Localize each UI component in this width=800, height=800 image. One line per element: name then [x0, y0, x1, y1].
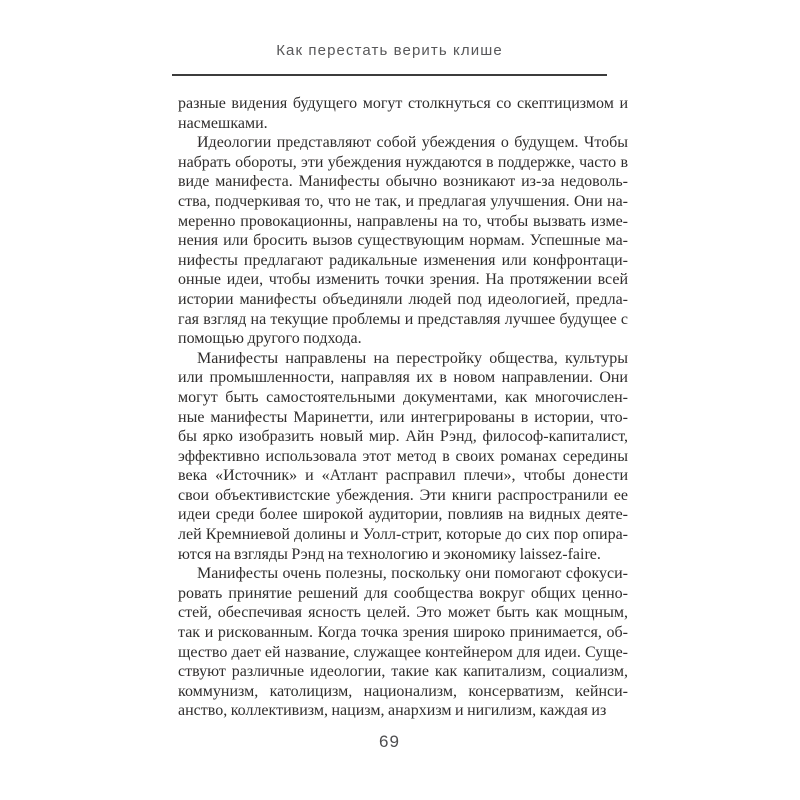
text-line: насмешками. — [178, 114, 268, 132]
text-line: так и рискованным. Когда точка зрения широко принимается, об- — [178, 624, 628, 642]
text-line: лей Кремниевой долины и Уолл-стрит, которые до сих пор опира- — [178, 526, 628, 544]
text-line: меренно провокационны, направлены на то, чтобы вызвать изме- — [178, 212, 628, 230]
text-line: гая взгляд на текущие проблемы и представляя лучшее будущее с — [178, 310, 628, 328]
text-line: Манифесты направлены на перестройку общества, культуры — [197, 349, 628, 367]
text-line: набрать обороты, эти убеждения нуждаются в поддержке, часто в — [178, 153, 628, 171]
text-line: ные манифесты Маринетти, или интегрированы в истории, что- — [178, 408, 628, 426]
text-line: эффективно использовала этот метод в своих романах середины — [178, 447, 628, 465]
text-line: ровать принятие решений для сообщества вокруг общих ценно- — [178, 584, 628, 602]
text-line: бы ярко изобразить новый мир. Айн Рэнд, философ-капиталист, — [178, 428, 628, 446]
text-line: ствуют различные идеологии, такие как капитализм, социализм, — [178, 663, 628, 681]
text-line: истории манифесты объединяли людей под идеологией, предла- — [178, 290, 628, 308]
text-line: стей, обеспечивая ясность целей. Это может быть как мощным, — [178, 604, 628, 622]
text-line: виде манифеста. Манифесты обычно возникают из-за недоволь- — [178, 173, 628, 191]
text-line: свои объективистские убеждения. Эти книги распространили ее — [178, 486, 628, 504]
page-number: 69 — [379, 732, 400, 751]
text-line: или промышленности, направляя их в новом направлении. Они — [178, 369, 628, 387]
body-text — [178, 94, 628, 721]
text-line: нения или бросить вызов существующим нормам. Успешные ма- — [178, 232, 628, 250]
header-rule — [172, 74, 607, 76]
text-line: века «Источник» и «Атлант расправил плечи», чтобы донести — [178, 467, 628, 485]
text-line: помощью другого подхода. — [178, 330, 362, 348]
text-line: нифесты предлагают радикальные изменения или конфронтаци- — [178, 251, 628, 269]
text-line: Идеологии представляют собой убеждения о будущем. Чтобы — [197, 134, 628, 152]
text-line: Манифесты очень полезны, поскольку они помогают сфокуси- — [197, 565, 628, 583]
text-line: анство, коллективизм, нацизм, анархизм и нигилизм, каждая из — [178, 702, 607, 720]
text-line: идеи среди более широкой аудитории, повлияв на видных деяте- — [178, 506, 628, 524]
text-line: щество дает ей название, служащее контейнером для идеи. Суще- — [178, 643, 628, 661]
running-head: Как перестать верить клише — [276, 42, 503, 59]
text-line: коммунизм, католицизм, национализм, консерватизм, кейнси- — [178, 682, 628, 700]
text-line: ются на взгляды Рэнд на технологию и экономику laissez-faire. — [178, 545, 601, 563]
text-line: онные идеи, чтобы изменить точки зрения. На протяжении всей — [178, 271, 628, 289]
text-line: могут быть самостоятельными документами, как многочислен- — [178, 388, 628, 406]
text-line: разные видения будущего могут столкнуться со скептицизмом и — [178, 95, 628, 112]
text-line: ства, подчеркивая то, что не так, и предлагая улучшения. Они на- — [178, 192, 628, 210]
